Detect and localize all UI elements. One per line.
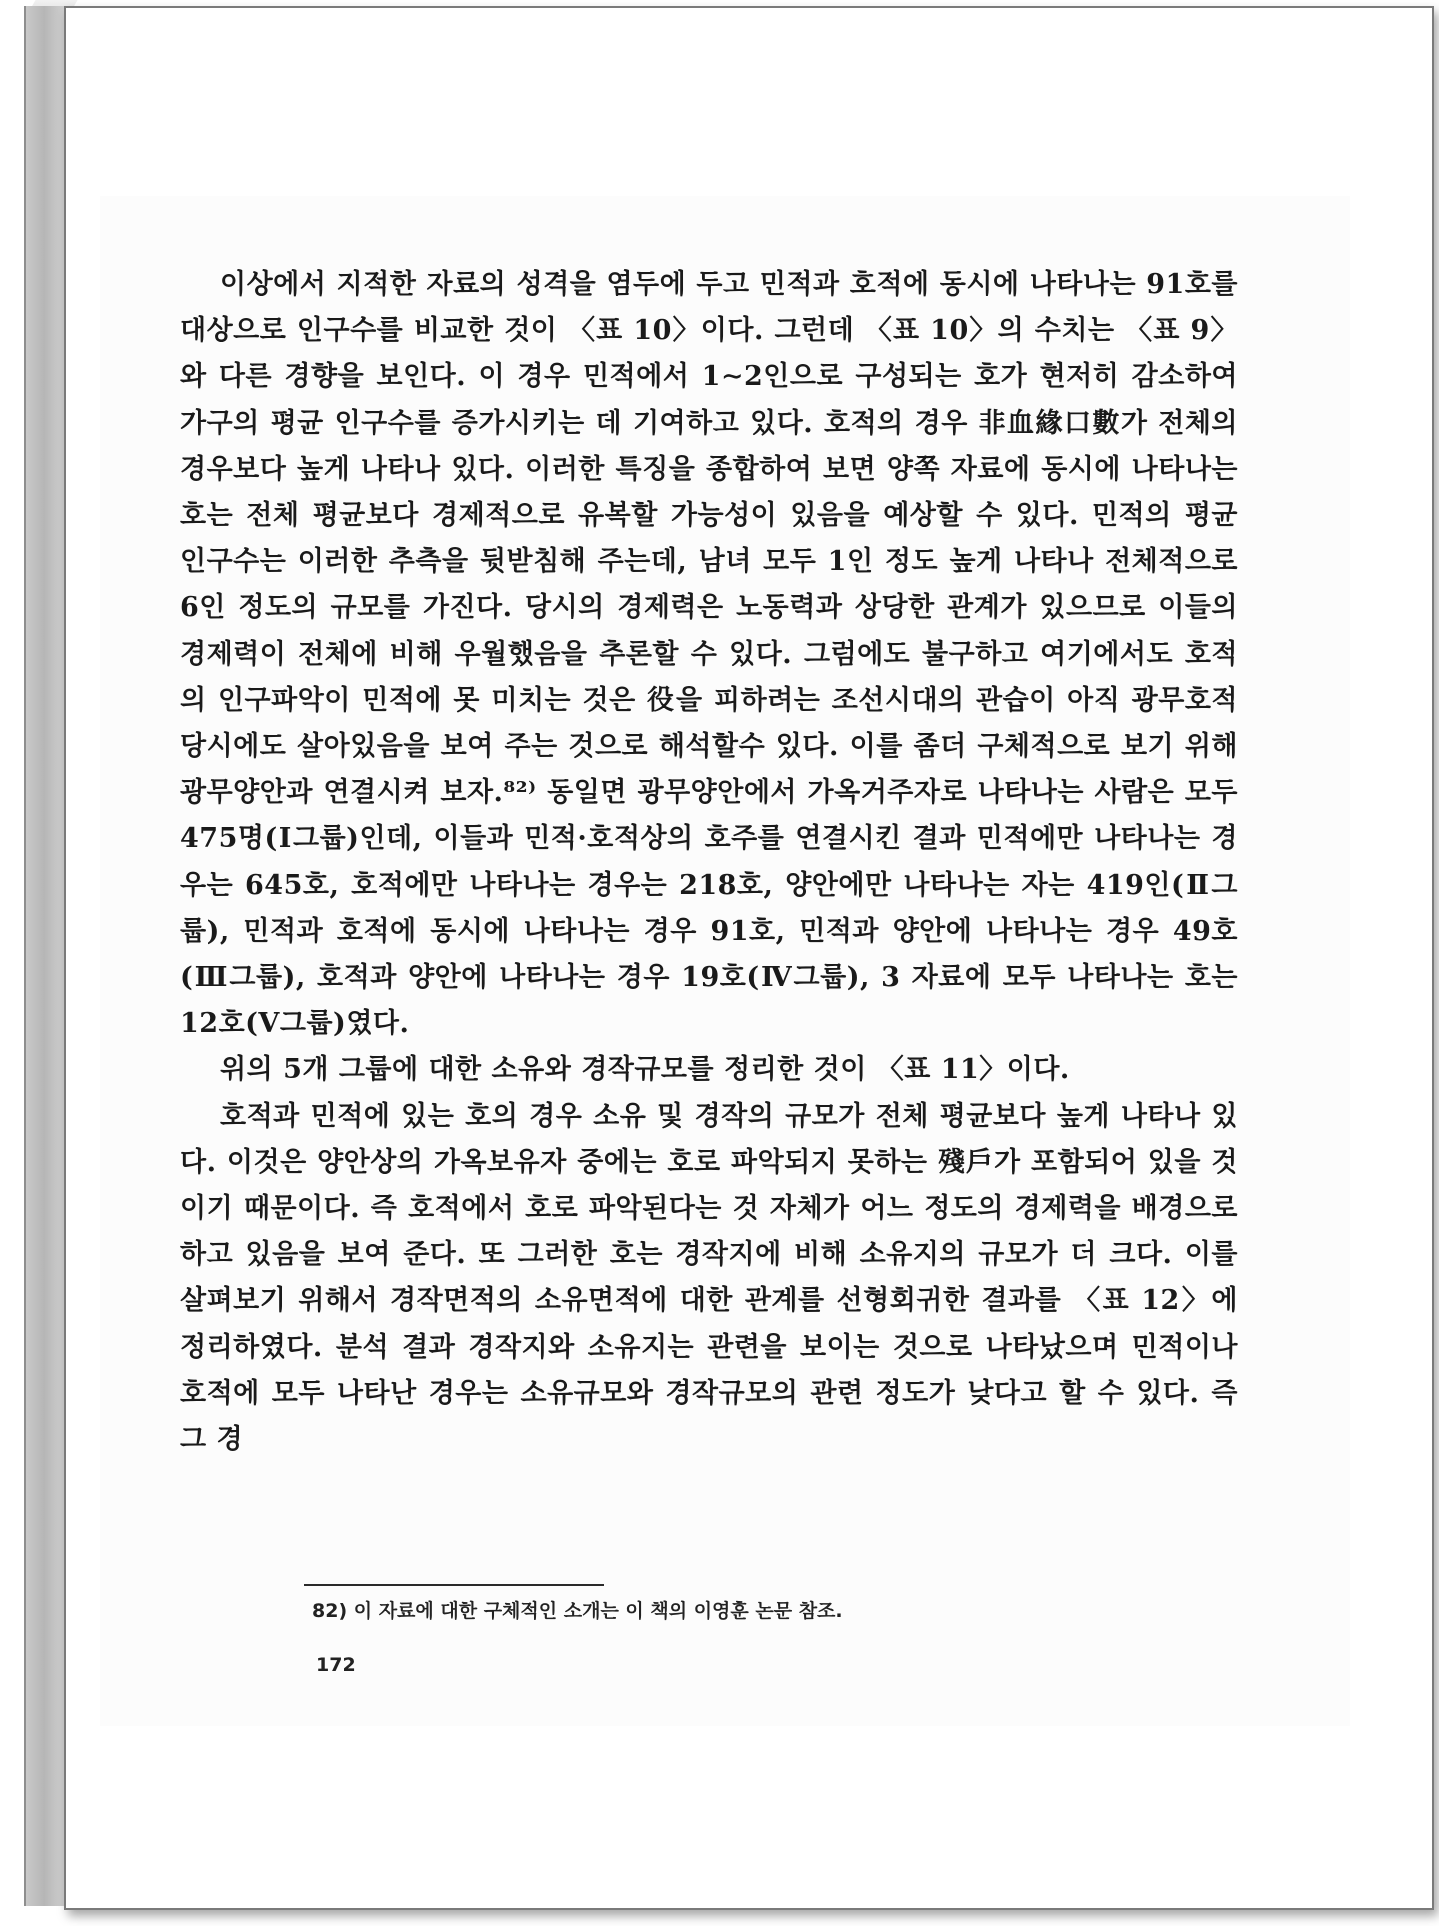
- book-spine: [24, 6, 66, 1906]
- paragraph-3: 호적과 민적에 있는 호의 경우 소유 및 경작의 규모가 전체 평균보다 높게 나타나 있다. 이것은 양안상의 가옥보유자 중에는 호로 파악되지 못하는 殘戶가 포함되어 있을 것이기 때문이다. 즉 호적에서 호로 파악된다는 것 자체가 어느 정도의 경제력을 배경으로 하고 있음을 보여 준다. 또 그러한 호는 경작지에 비해 소유지의 규모가 더 크다. 이를 살펴보기 위해서 경작면적의 소유면적에 대한 관계를 선형회귀한 결과를 〈표 12〉에 정리하였다. 분석 결과 경작지와 소유지는 관련을 보이는 것으로 나타났으며 민적이나 호적에 모두 나타난 경우는 소유규모와 경작규모의 관련 정도가 낮다고 할 수 있다. 즉 그 경: [180, 1100, 1238, 1456]
- footnote: 82) 이 자료에 대한 구체적인 소개는 이 책의 이영훈 논문 참조.: [312, 1600, 843, 1622]
- footnote-divider: [304, 1584, 604, 1586]
- paragraph-2: 위의 5개 그룹에 대한 소유와 경작규모를 정리한 것이 〈표 11〉이다.: [220, 1054, 1070, 1086]
- page-number: 172: [316, 1654, 356, 1676]
- body-text: [180, 262, 1238, 1463]
- paragraph-1: 이상에서 지적한 자료의 성격을 염두에 두고 민적과 호적에 동시에 나타나는 91호를 대상으로 인구수를 비교한 것이 〈표 10〉이다. 그런데 〈표 10〉의 수치는 〈표 9〉와 다른 경향을 보인다. 이 경우 민적에서 1∼2인으로 구성되는 호가 현저히 감소하여 가구의 평균 인구수를 증가시키는 데 기여하고 있다. 호적의 경우 非血緣口數가 전체의 경우보다 높게 나타나 있다. 이러한 특징을 종합하여 보면 양쪽 자료에 동시에 나타나는 호는 전체 평균보다 경제적으로 유복할 가능성이 있음을 예상할 수 있다. 민적의 평균 인구수는 이러한 추측을 뒷받침해 주는데, 남녀 모두 1인 정도 높게 나타나 전체적으로 6인 정도의 규모를 가진다. 당시의 경제력은 노동력과 상당한 관계가 있으므로 이들의 경제력이 전체에 비해 우월했음을 추론할 수 있다. 그럼에도 불구하고 여기에서도 호적의 인구파악이 민적에 못 미치는 것은 役을 피하려는 조선시대의 관습이 아직 광무호적 당시에도 살아있음을 보여 주는 것으로 해석할수 있다. 이를 좀더 구체적으로 보기 위해 광무양안과 연결시켜 보자.⁸²⁾ 동일면 광무양안에서 가옥거주자로 나타나는 사람은 모두 475명(Ⅰ그룹)인데, 이들과 민적·호적상의 호주를 연결시킨 결과 민적에만 나타나는 경우는 645호, 호적에만 나타나는 경우는 218호, 양안에만 나타나는 자는 419인(Ⅱ그룹), 민적과 호적에 동시에 나타나는 경우 91호, 민적과 양안에 나타나는 경우 49호(Ⅲ그룹), 호적과 양안에 나타나는 경우 19호(Ⅳ그룹), 3 자료에 모두 나타나는 호는 12호(Ⅴ그룹)였다.: [180, 269, 1238, 1040]
